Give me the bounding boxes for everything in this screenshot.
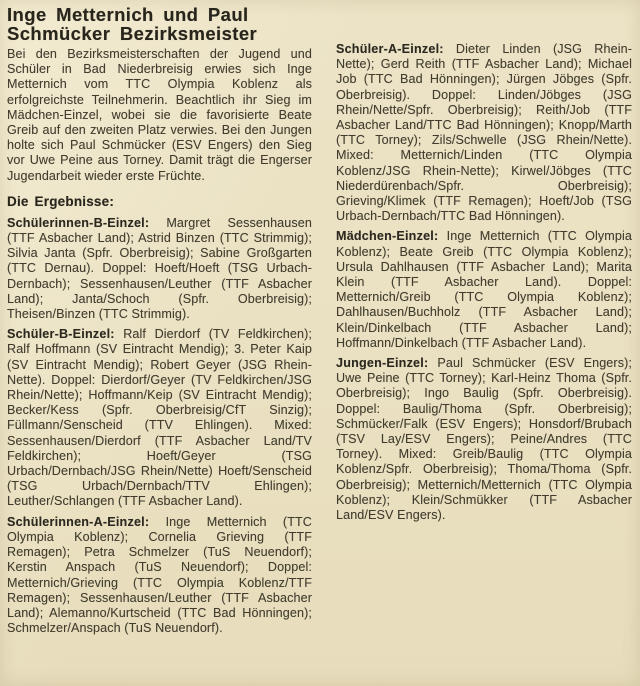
result-category-label: Schüler-A-Einzel: xyxy=(336,42,444,56)
right-column xyxy=(336,5,632,686)
result-text: Inge Metternich (TTC Olympia Koblenz); Beate Greib (TTC Olympia Koblenz); Ursula Dahlhausen (TTF Asbacher Land); Marita Klein (TTF Asbacher Land). Doppel: Metternich/Greib (TTC Olympia Koblenz); Dahlhausen/Buchholz (TTF Asbacher Land); Klein/Dinkelbach (TTF Asbacher Land); Hoffmann/Dinkelbach (TTF Asbacher Land). xyxy=(336,229,632,350)
result-paragraph-schueler-a xyxy=(336,42,632,224)
left-column xyxy=(7,5,312,686)
headline xyxy=(7,5,312,43)
headline-line-2: Schmücker Bezirksmeister xyxy=(7,23,258,44)
result-text: Margret Sessenhausen (TTF Asbacher Land); Astrid Binzen (TTC Strimmig); Silvia Janta (Spfr. Oberbreisig); Sabine Großgarten (TTC Dernau). Doppel: Hoeft/Hoeft (TSG Urbach-Dernbach); Sessenhausen/Leuther (TTF Asbacher Land); Janta/Schoch (Spfr. Oberbreisig); Theisen/Binzen (TTC Strimmig). xyxy=(7,215,312,322)
result-paragraph-schueler-b xyxy=(7,327,312,509)
intro-paragraph: Bei den Bezirksmeisterschaften der Jugend und Schüler in Bad Niederbreisig erwies sich Inge Metternich vom TTC Olympia Koblenz als erfolgreichste Teilnehmerin. Beachtlich ihr Sieg im Mädchen-Einzel, wobei sie die favorisierte Beate Greib auf den zweiten Platz verwies. Bei den Jungen holte sich Paul Schmücker (ESV Engers) den Sieg vor Uwe Peine aus Torney. Damit trägt die Engerser Jugendarbeit wieder erste Früchte. xyxy=(7,47,312,183)
results-heading: Die Ergebnisse: xyxy=(7,193,115,209)
result-category-label: Mädchen-Einzel: xyxy=(336,229,439,244)
result-category-label: Schülerinnen-B-Einzel: xyxy=(7,215,150,230)
result-paragraph-jungen xyxy=(336,356,632,523)
result-paragraph-schuelerinnen-b xyxy=(7,216,312,322)
result-paragraph-maedchen xyxy=(336,229,632,351)
result-paragraph-schuelerinnen-a xyxy=(7,515,312,637)
result-text: Inge Metternich (TTC Olympia Koblenz); Cornelia Grieving (TTF Remagen); Petra Schmelzer (TuS Neuendorf); Kerstin Anspach (TuS Neuendorf); Doppel: Metternich/Grieving (TTC Olympia Koblenz/TTF Remagen); Sessenhausen/Leuther (TTF Asbacher Land); Alemanno/Kurtscheid (TTC Bad Hönningen); Schmelzer/Anspach (TuS Neuendorf). xyxy=(7,514,312,636)
headline-line-1: Inge Metternich und Paul xyxy=(7,4,249,25)
result-text: Paul Schmücker (ESV Engers); Uwe Peine (TTC Torney); Karl-Heinz Thoma (Spfr. Oberbreisig); Ingo Baulig (Spfr. Oberbreisig). Doppel: Baulig/Thoma (Spfr. Oberbreisig); Schmücker/Falk (ESV Engers); Honsdorf/Brubach (TSV Lay/ESV Engers); Peine/Andres (TTC Torney). Mixed: Greib/Baulig (TTC Olympia Koblenz/Spfr. Oberbreisig); Thoma/Thoma (Spfr. Oberbreisig); Metternich/Metternich (TTC Olympia Koblenz); Klein/Schmükker (TTF Asbacher Land/ESV Engers). xyxy=(336,356,632,523)
result-category-label: Schülerinnen-A-Einzel: xyxy=(7,514,150,529)
result-text: Dieter Linden (JSG Rhein-Nette); Gerd Reith (TTF Asbacher Land); Michael Job (TTC Bad Hönningen); Jürgen Jöbges (Spfr. Oberbreisig). Doppel: Linden/Jöbges (JSG Rhein/Nette/Spfr. Oberbreisig); Reith/Job (TTF Asbacher Land/TTC Bad Hönningen); Knopp/Marth (TTC Torney); Zils/Schwelle (JSG Rhein/Nette). Mixed: Metternich/Linden (TTC Olympia Koblenz/JSG Rhein-Nette); Kirwel/Jöbges (TTC Niederdürenbach/Spfr. Oberbreisig); Grieving/Klimek (TTF Remagen); Hoeft/Job (TSG Urbach-Dernbach/TTC Bad Hönningen). xyxy=(336,42,632,224)
result-category-label: Jungen-Einzel: xyxy=(336,356,429,371)
result-text: Ralf Dierdorf (TV Feldkirchen); Ralf Hoffmann (SV Eintracht Mendig); 3. Peter Kaip (SV Eintracht Mendig); Robert Geyer (JSG Rhein-Nette). Doppel: Dierdorf/Geyer (TV Feldkirchen/JSG Rhein/Nette); Hoffmann/Keip (SV Eintracht Mendig); Becker/Kess (Spfr. Oberbreisig/CfT Sinzig); Füllmann/Senscheid (TTV Ehlingen). Mixed: Sessenhausen/Dierdorf (TTF Asbacher Land/TV Feldkirchen); Hoeft/Geyer (TSG Urbach/Dernbach/JSG Rhein/Nette) Hoeft/Senscheid (TSG Urbach/Dernbach/TTV Ehlingen); Leuther/Schlangen (TTF Asbacher Land). xyxy=(7,327,312,509)
result-category-label: Schüler-B-Einzel: xyxy=(7,327,115,342)
